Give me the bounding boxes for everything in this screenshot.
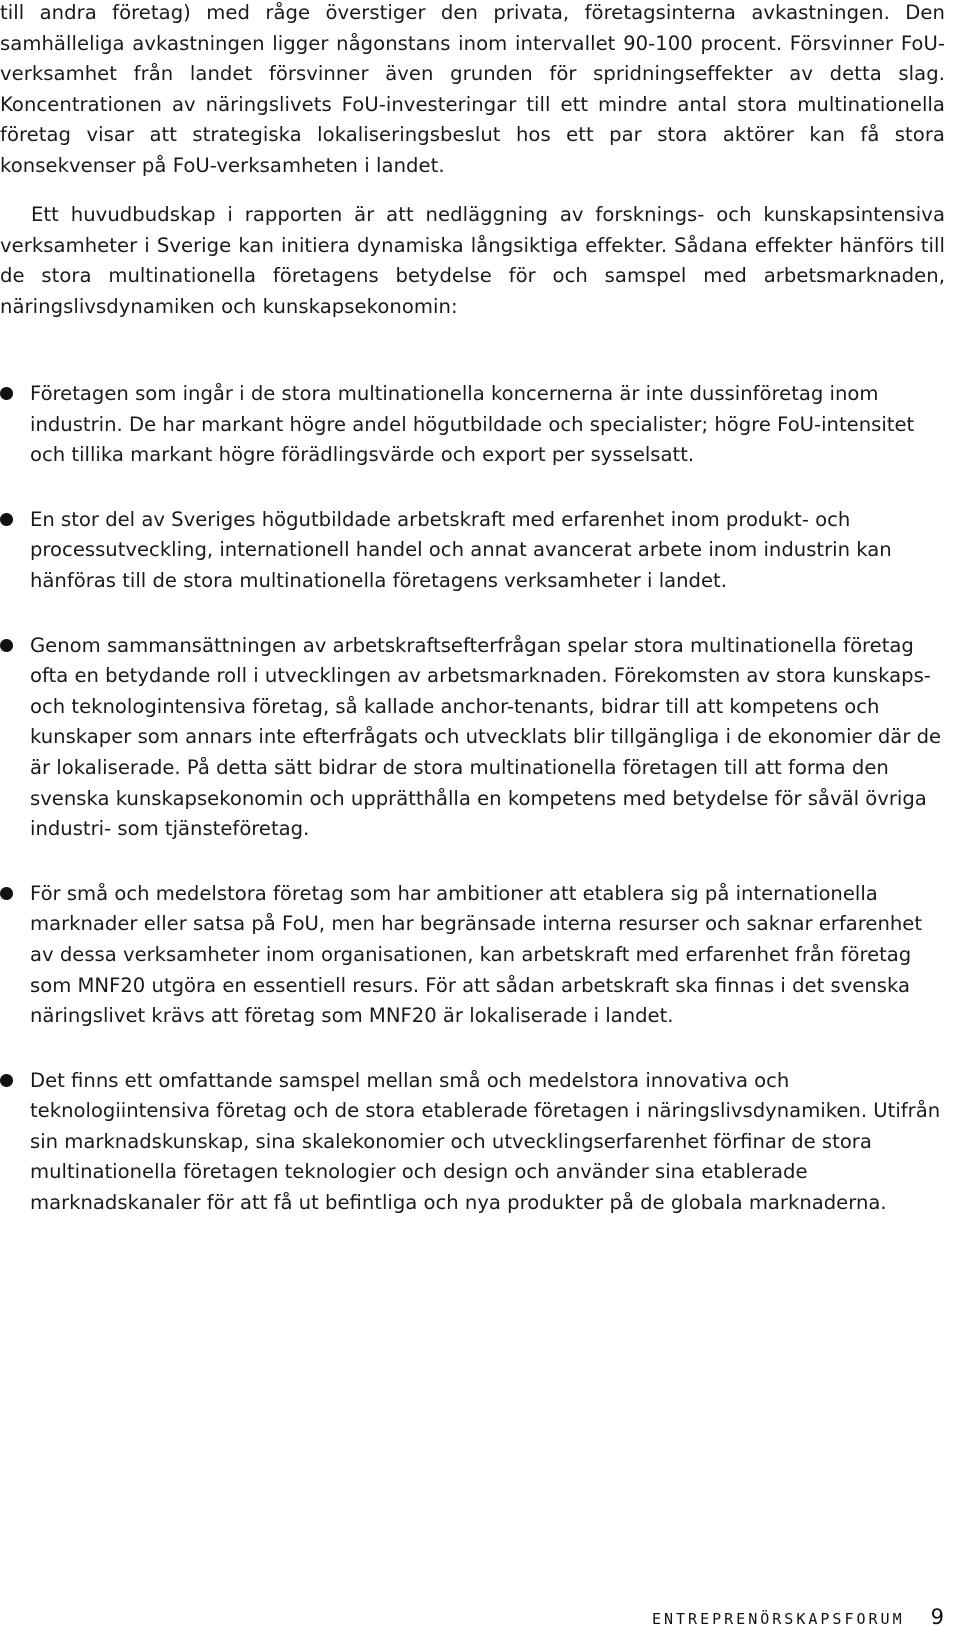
body-paragraph-1: till andra företag) med råge överstiger den privata, företagsinterna avkastningen. Den samhälleliga avkastningen ligger någonstans inom intervallet 90-100 procent. Försvinner FoU-verksamhet från landet försvinner även grunden för spridningseffekter av detta slag. Koncentrationen av näringslivets FoU-investeringar till ett mindre antal stora multinationella företag visar att strategiska lokaliseringsbeslut hos ett par stora aktörer kan få stora konsekvenser på FoU-verksamheten i landet. — [0, 1, 945, 177]
page-number: 9 — [930, 1605, 944, 1629]
bullet-dot-icon — [0, 639, 13, 652]
bullet-item-2 — [0, 505, 945, 597]
bullet-text-4: För små och medelstora företag som har ambitioner att etablera sig på internationella marknader eller satsa på FoU, men har begränsade interna resurser och saknar erfarenhet av dessa verksamheter inom organisationen, kan arbetskraft med erfarenhet från företag som MNF20 utgöra en essentiell resurs. För att sådan arbetskraft ska finnas i det svenska näringslivet krävs att företag som MNF20 är lokaliserade i landet. — [30, 881, 923, 1028]
bullet-item-4 — [0, 879, 945, 1032]
bullet-text-3: Genom sammansättningen av arbetskraftsefterfrågan spelar stora multinationella företag ofta en betydande roll i utvecklingen av arbetsmarknaden. Förekomsten av stora kunskaps- och teknologintensiva företag, så kallade anchor-tenants, bidrar till att kompetens och kunskaper som annars inte efterfrågats och utvecklats blir tillgängliga i de ekonomier där de är lokaliserade. På detta sätt bidrar de stora multinationella företagen till att forma den svenska kunskapsekonomin och upprätthålla en kompetens med betydelse för såväl övriga industri- som tjänsteföretag. — [30, 633, 942, 841]
body-paragraph-2: Ett huvudbudskap i rapporten är att nedläggning av forsknings- och kunskapsintensiva verksamheter i Sverige kan initiera dynamiska långsiktiga effekter. Sådana effekter hänförs till de stora multinationella företagens betydelse för och samspel med arbetsmarknaden, näringslivsdynamiken och kunskapsekonomin: — [0, 203, 945, 318]
bullet-text-5: Det finns ett omfattande samspel mellan små och medelstora innovativa och teknologiintensiva företag och de stora etablerade företagen i näringslivsdynamiken. Utifrån sin marknadskunskap, sina skalekonomier och utvecklingserfarenhet förfinar de stora multinationella företagen teknologier och design och använder sina etablerade marknadskanaler för att få ut befintliga och nya produkter på de globala marknaderna. — [30, 1068, 941, 1215]
bullet-dot-icon — [0, 513, 13, 526]
bullet-item-1 — [0, 379, 945, 471]
bullet-item-3 — [0, 631, 945, 845]
footer-brand: ENTREPRENÖRSKAPSFORUM — [651, 1610, 905, 1628]
bullet-dot-icon — [0, 887, 13, 900]
bullet-list — [0, 379, 945, 1219]
bullet-text-2: En stor del av Sveriges högutbildade arbetskraft med erfarenhet inom produkt- och processutveckling, internationell handel och annat avancerat arbete inom industrin kan hänföras till de stora multinationella företagens verksamheter i landet. — [30, 507, 892, 592]
bullet-dot-icon — [0, 387, 13, 400]
bullet-dot-icon — [0, 1074, 13, 1087]
bullet-text-1: Företagen som ingår i de stora multinationella koncernerna är inte dussinföretag inom industrin. De har markant högre andel högutbildade och specialister; högre FoU-intensitet och tillika markant högre förädlingsvärde och export per sysselsatt. — [30, 382, 915, 467]
page-footer — [652, 1605, 944, 1629]
bullet-item-5 — [0, 1066, 945, 1219]
